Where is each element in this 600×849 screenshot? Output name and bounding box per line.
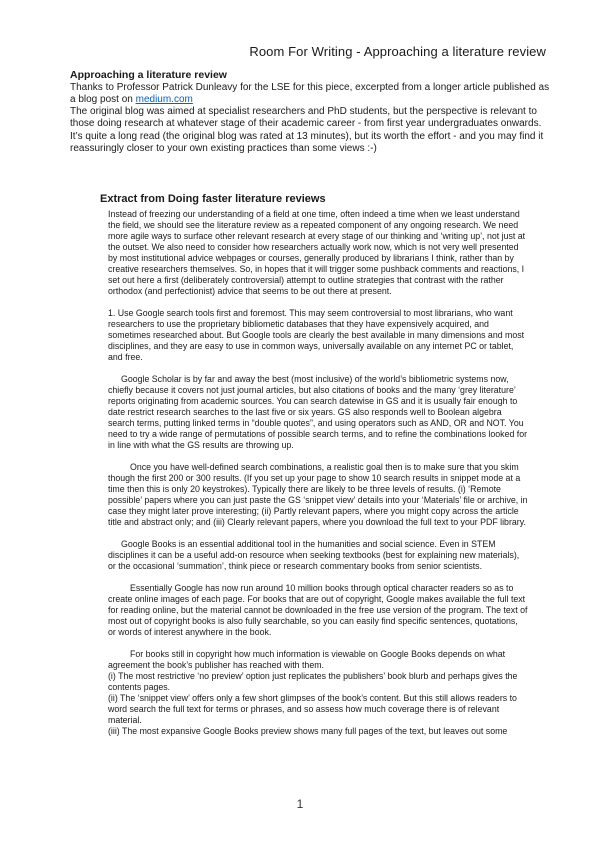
extract-paragraph-search-combinations: Once you have well-defined search combinations, a realistic goal then is to make sure that you skim though the first 200 or 300 results. (If you set up your page to show 10 search results in snippet mode at a time then this is only 20 keystrokes). Typically there are likely to be three levels of results. (i) ‘Remote possible’ papers where you can just paste the GS ‘snippet view’ details into your ‘Materials’ file or archive, in case they might later prove interesting; (ii) Partly relevant papers, where you might copy across the article title and abstract only; and (iii) Clearly relevant papers, where you download the full text to your PDF library. xyxy=(108,462,528,527)
intro-paragraph-audience: The original blog was aimed at specialist researchers and PhD students, but the perspective is relevant to those doing research at whatever stage of their academic career - from first year undergraduates onwards. xyxy=(70,106,542,130)
extract-paragraph-intro: Instead of freezing our understanding of a field at one time, often indeed a time when we least understand the field, we should see the literature review as a repeated component of any ongoing research. We need more agile ways to surface other relevant research at every stage of our thinking and ‘writing up’, not just at the outset. We also need to consider how researchers actually work now, which is not very well presented by most institutional advice webpages or courses, generally produced by librarians I think, rather than by creative researchers themselves. So, in hopes that it will trigger some pushback comments and reactions, I set out here a first (deliberately controversial) attempt to outline strategies that contrast with the rather orthodox (and perfectionist) advice that seems to be out there at present. xyxy=(108,209,526,296)
intro-paragraph-length: It’s quite a long read (the original blog was rated at 13 minutes), but its worth the effort - and you may find it reassuringly closer to your own existing practices than some views :-) xyxy=(70,130,544,154)
intro-heading: Approaching a literature review xyxy=(70,69,227,81)
extract-section xyxy=(100,193,528,737)
extract-paragraph-google-scholar: Google Scholar is by far and away the best (most inclusive) of the world’s bibliometric systems now, chiefly because it covers not just journal articles, but also citations of books and the many ‘grey literature’ reports originating from academic sources. You can search datewise in GS and it is usually fair enough to date restrict research searches to the last five or six years. GS also responds well to Boolean algebra search terms, putting linked terms in “double quotes”, and using operators such as AND, OR and NOT. You need to try a wide range of permutations of possible search terms, and to refine the combinations looked for in line with what the GS results are throwing up. xyxy=(108,374,528,450)
extract-paragraph-google-books: Google Books is an essential additional tool in the humanities and social science. Even in STEM disciplines it can be a useful add-on resource when seeking textbooks (best for explaining new materials), or the occasional ‘summation’, think piece or research commentary books from senior scientists. xyxy=(108,539,520,571)
extract-heading: Extract from Doing faster literature reviews xyxy=(100,193,326,205)
intro-attribution-text: Thanks to Professor Patrick Dunleavy for the LSE for this piece, excerpted from a longer article published as a blog post on xyxy=(70,81,550,105)
extract-paragraph-copyright: For books still in copyright how much information is viewable on Google Books depends on what agreement the book’s publisher has reached with them. xyxy=(108,649,506,670)
intro-paragraph-attribution xyxy=(70,82,551,107)
document-header-title: Room For Writing - Approaching a literature review xyxy=(249,44,546,59)
extract-list-item-no-preview: (i) The most restrictive ‘no preview’ option just replicates the publishers’ book blurb and perhaps gives the contents pages. xyxy=(108,671,518,692)
extract-list-item-snippet-view: (ii) The ‘snippet view’ offers only a few short glimpses of the book’s content. But this still allows readers to word search the full text for terms or phrases, and so assess how much coverage there is of relevant material. xyxy=(108,693,517,725)
intro-section xyxy=(70,69,551,155)
page-number: 1 xyxy=(296,797,304,811)
extract-paragraph-google-tools: 1. Use Google search tools first and foremost. This may seem controversial to most librarians, who want researchers to use the proprietary bibliometic databases that they have expensively acquired, and sometimes researched about. But Google tools are clearly the best available in many dimensions and most disciplines, and they are easy to use in common ways, universally available on any internet PC or tablet, and free. xyxy=(108,308,525,362)
extract-body xyxy=(108,209,528,737)
extract-paragraph-ocr-books: Essentially Google has now run around 10 million books through optical character readers so as to create online images of each page. For books that are out of copyright, Google makes available the full text for reading online, but the material cannot be downloaded in the free use version of the program. The text of most out of copyright books is also fully searchable, so you can easily find specific sentences, quotations, or words of interest anywhere in the book. xyxy=(108,583,528,637)
medium-com-link[interactable]: medium.com xyxy=(135,93,193,105)
extract-list-item-expansive-preview: (iii) The most expansive Google Books preview shows many full pages of the text, but leaves out some xyxy=(108,726,508,736)
